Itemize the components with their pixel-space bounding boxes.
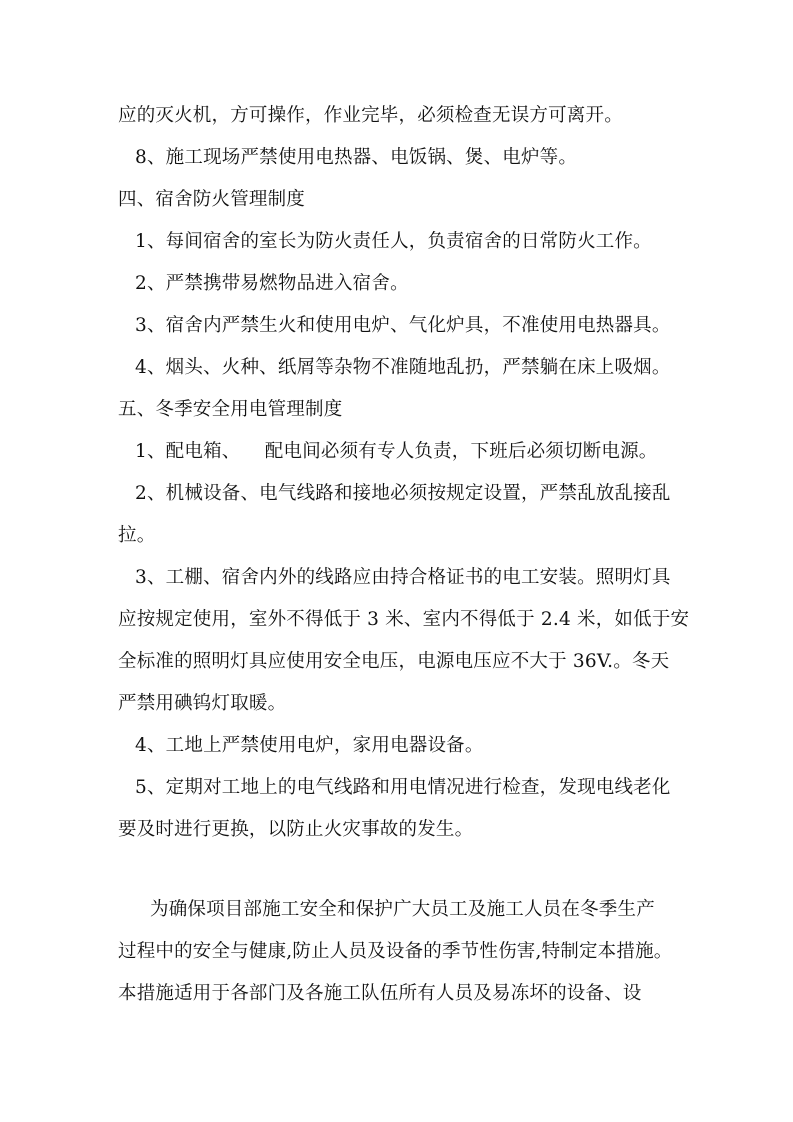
- list-item: 1、每间宿舍的室长为防火责任人，负责宿舍的日常防火工作。: [135, 231, 652, 252]
- text-line: 严禁用碘钨灯取暖。: [118, 693, 287, 714]
- text-line: 应的灭火机，方可操作，作业完毕，必须检查无误方可离开。: [118, 105, 623, 126]
- section-heading: 五、冬季安全用电管理制度: [118, 399, 343, 420]
- paragraph-start: 为确保项目部施工安全和保护广大员工及施工人员在冬季生产: [150, 899, 655, 920]
- text-line: 全标准的照明灯具应使用安全电压，电源电压应不大于 36V.。冬天: [118, 651, 670, 672]
- text-line: 过程中的安全与健康,防止人员及设备的季节性伤害,特制定本措施。: [118, 941, 673, 962]
- list-item: 4、烟头、火种、纸屑等杂物不准随地乱扔，严禁躺在床上吸烟。: [135, 357, 671, 378]
- list-item: 2、机械设备、电气线路和接地必须按规定设置，严禁乱放乱接乱: [135, 483, 671, 504]
- list-item: 8、施工现场严禁使用电热器、电饭锅、煲、电炉等。: [135, 147, 578, 168]
- section-heading: 四、宿舍防火管理制度: [118, 189, 306, 210]
- text-line: 应按规定使用，室外不得低于 3 米、室内不得低于 2.4 米，如低于安: [118, 609, 690, 630]
- text-line: 拉。: [118, 525, 156, 546]
- list-item: 4、工地上严禁使用电炉，家用电器设备。: [135, 735, 484, 756]
- text-line: 要及时进行更换，以防止火灾事故的发生。: [118, 819, 474, 840]
- list-item: 1、配电箱、 配电间必须有专人负责，下班后必须切断电源。: [135, 441, 658, 462]
- list-item: 3、工棚、宿舍内外的线路应由持合格证书的电工安装。照明灯具: [135, 567, 671, 588]
- list-item: 5、定期对工地上的电气线路和用电情况进行检查，发现电线老化: [135, 777, 671, 798]
- text-line: 本措施适用于各部门及各施工队伍所有人员及易冻坏的设备、设: [118, 983, 642, 1004]
- list-item: 2、严禁携带易燃物品进入宿舍。: [135, 273, 409, 294]
- list-item: 3、宿舍内严禁生火和使用电炉、气化炉具，不准使用电热器具。: [135, 315, 671, 336]
